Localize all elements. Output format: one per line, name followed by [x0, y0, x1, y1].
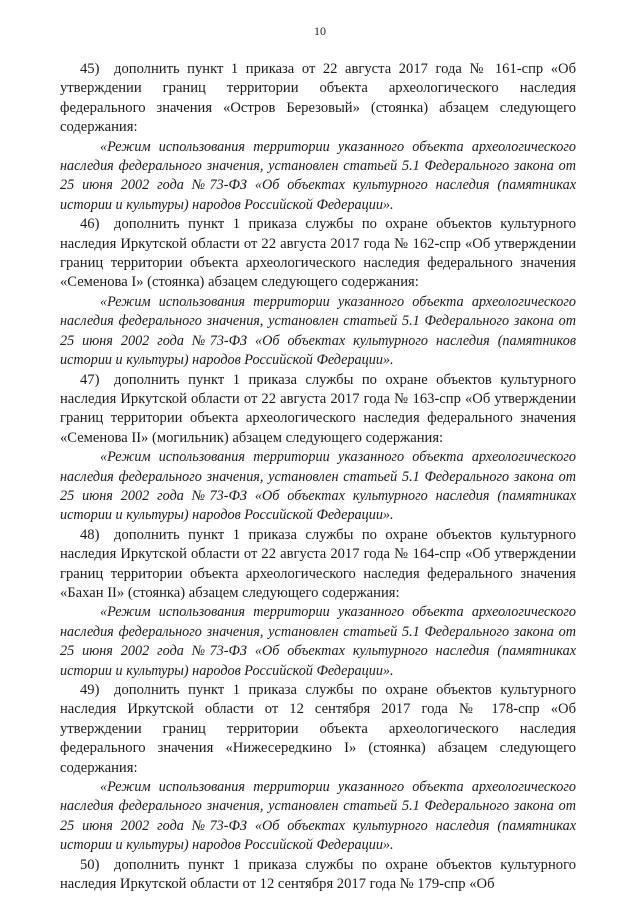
amendment-item-47: [60, 371, 576, 526]
amendment-text: 45) дополнить пункт 1 приказа от 22 августа 2017 года № 161-спр «Об утверждении границ территории объекта археологического наследия федерального значения «Остров Березовый» (стоянка) абзацем следующего содержания:: [60, 61, 576, 136]
amendment-quote: «Режим использования территории указанного объекта археологического наследия федерального значения, установлен статьей 5.1 Федерального закона от 25 июня 2002 года №73-ФЗ «Об объектах культурного наследия (памятниках истории и культуры) народов Российской Федерации».: [60, 138, 576, 213]
amendment-quote: «Режим использования территории указанного объекта археологического наследия федерального значения, установлен статьей 5.1 Федерального закона от 25 июня 2002 года №73-ФЗ «Об объектах культурного наследия (памятниках истории и культуры) народов Российской Федерации».: [60, 779, 576, 854]
amendment-item-48: [60, 526, 576, 681]
amendment-quote: «Режим использования территории указанного объекта археологического наследия федерального значения, установлен статьей 5.1 Федерального закона от 25 июня 2002 года №73-ФЗ «Об объектах культурного наследия (памятников истории и культуры) народов Российской Федерации».: [60, 293, 576, 369]
amendment-item-45: [60, 60, 576, 215]
amendment-item-49: [60, 681, 576, 856]
amendment-text: 47) дополнить пункт 1 приказа службы по охране объектов культурного наследия Иркутской области от 22 августа 2017 года № 163-спр «Об утверждении границ территории объекта археологического наследия федерального значения «Семенова II» (могильник) абзацем следующего содержания:: [60, 371, 576, 446]
amendment-text: 50) дополнить пункт 1 приказа службы по охране объектов культурного наследия Иркутской области от 12 сентября 2017 года № 179-спр «Об: [60, 856, 576, 893]
amendment-text: 49) дополнить пункт 1 приказа службы по охране объектов культурного наследия Иркутской области от 12 сентября 2017 года № 178-спр «Об утверждении границ территории объекта археологического наследия федерального значения «Нижесередкино I» (стоянка) абзацем следующего содержания:: [60, 682, 576, 776]
page-number: 10: [314, 24, 326, 38]
amendment-item-46: [60, 215, 576, 370]
amendment-text: 46) дополнить пункт 1 приказа службы по охране объектов культурного наследия Иркутской области от 22 августа 2017 года № 162-спр «Об утверждении границ территории объекта археологического наследия федерального значения «Семенова I» (стоянка) абзацем следующего содержания:: [60, 216, 576, 291]
amendment-list: [60, 60, 576, 894]
amendment-text: 48) дополнить пункт 1 приказа службы по охране объектов культурного наследия Иркутской области от 22 августа 2017 года № 164-спр «Об утверждении границ территории объекта археологического наследия федерального значения «Бахан II» (стоянка) абзацем следующего содержания:: [60, 526, 576, 601]
amendment-item-50: [60, 856, 576, 895]
amendment-quote: «Режим использования территории указанного объекта археологического наследия федерального значения, установлен статьей 5.1 Федерального закона от 25 июня 2002 года №73-ФЗ «Об объектах культурного наследия (памятниках истории и культуры) народов Российской Федерации».: [60, 604, 576, 679]
amendment-quote: «Режим использования территории указанного объекта археологического наследия федерального значения, установлен статьей 5.1 Федерального закона от 25 июня 2002 года №73-ФЗ «Об объектах культурного наследия (памятниках истории и культуры) народов Российской Федерации».: [60, 449, 576, 524]
